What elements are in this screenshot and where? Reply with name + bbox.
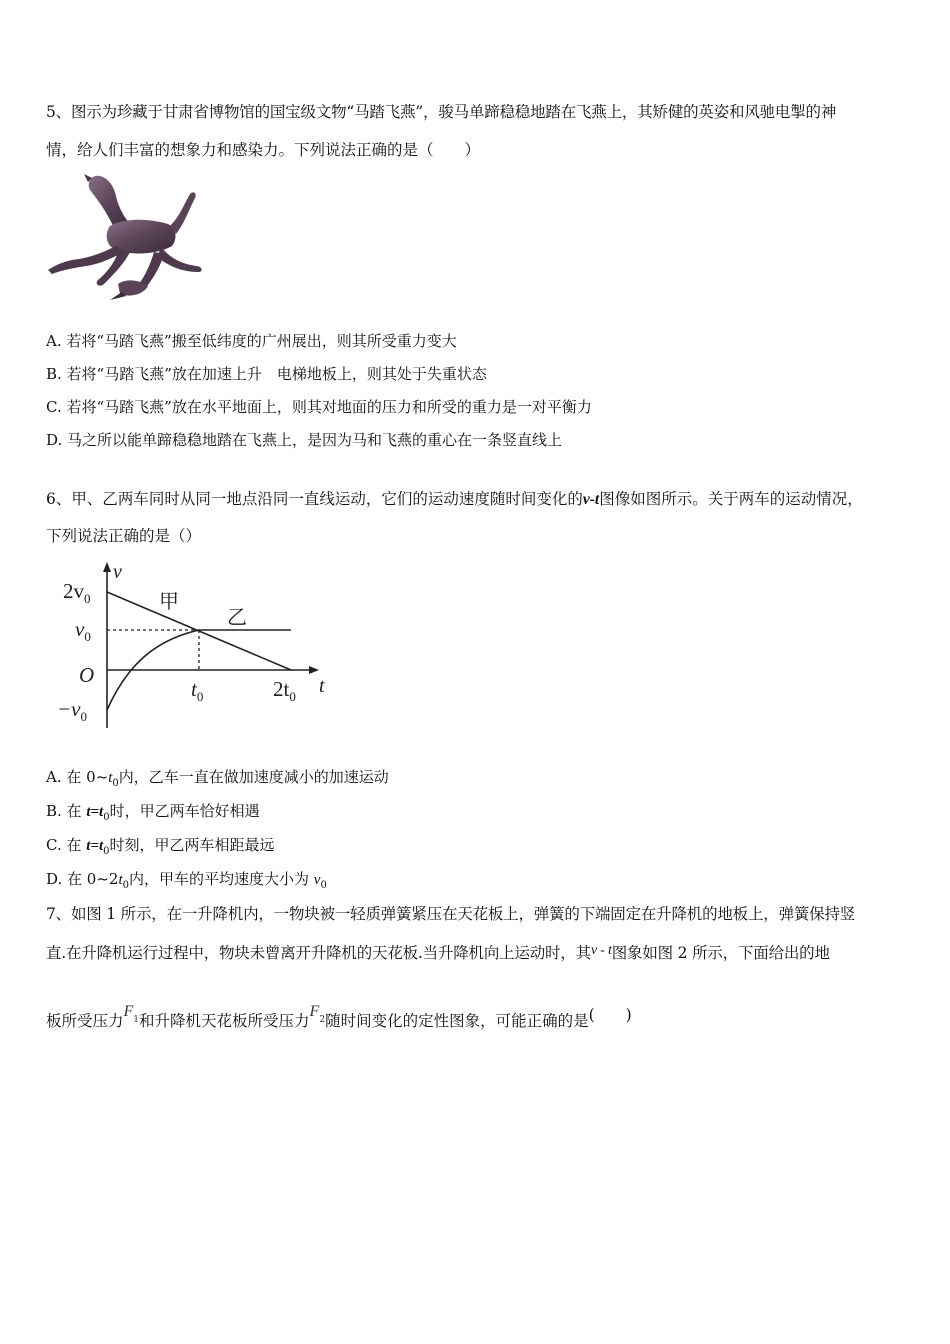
label-t0: $t_0$ bbox=[191, 677, 204, 704]
q6-a-sub: 0 bbox=[112, 778, 119, 789]
q5-option-c: C. 若将“马踏飞燕”放在水平地面上，则其对地面的压力和所受的重力是一对平衡力 bbox=[46, 398, 592, 416]
q6-c-t: t=t bbox=[86, 838, 104, 854]
label-origin: O bbox=[79, 663, 95, 687]
label-neg-v0: $-v_0$ bbox=[57, 697, 87, 724]
q7-line3-a: 板所受压力 bbox=[46, 1012, 124, 1030]
q6-line1 bbox=[46, 489, 863, 510]
v-axis-arrow bbox=[103, 562, 111, 572]
q7-line2-a: 直.在升降机运行过程中，物块未曾离开升降机的天花板.当升降机向上运动时，其 bbox=[46, 944, 591, 962]
series-jia-label: 甲 bbox=[159, 589, 179, 613]
q7-f2: F bbox=[309, 1003, 320, 1020]
q5-line1: 5、图示为珍藏于甘肃省博物馆的国宝级文物“马踏飞燕”，骏马单蹄稳稳地踏在飞燕上，其矫健的英姿和风驰电掣的神 bbox=[46, 103, 837, 121]
q7-line2-b: 图象如图 2 所示，下面给出的地 bbox=[611, 944, 830, 962]
q7-line2 bbox=[46, 941, 830, 963]
q6-vt-label: v-t bbox=[582, 491, 600, 508]
q7-line1: 7、如图 1 所示，在一升降机内，一物块被一轻质弹簧紧压在天花板上，弹簧的下端固定在升降机的地板上，弹簧保持竖 bbox=[46, 905, 856, 923]
q6-d-suffix: 内，甲车的平均速度大小为 bbox=[129, 870, 314, 888]
q5-option-a: A. 若将“马踏飞燕”搬至低纬度的广州展出，则其所受重力变大 bbox=[46, 332, 457, 350]
q6-option-a bbox=[46, 767, 389, 794]
label-v0: $v_0$ bbox=[75, 617, 91, 644]
q6-d-prefix: D. 在 0~2 bbox=[46, 870, 119, 888]
q6-line1-text-a: 6、甲、乙两车同时从同一地点沿同一直线运动，它们的运动速度随时间变化的 bbox=[46, 490, 583, 508]
v-axis-label: v bbox=[113, 561, 122, 583]
q7-line3-b: 和升降机天花板所受压力 bbox=[139, 1012, 310, 1030]
q6-line2: 下列说法正确的是（） bbox=[46, 527, 202, 545]
series-yi-label: 乙 bbox=[227, 605, 247, 629]
q7-f1-sub: 1 bbox=[133, 1015, 140, 1025]
horse-statue-image bbox=[44, 168, 206, 302]
q6-b-t: t=t bbox=[86, 804, 104, 820]
q6-c-sub: 0 bbox=[103, 846, 110, 857]
q6-d-sub: 0 bbox=[122, 880, 129, 891]
q6-a-suffix: 内，乙车一直在做加速度减小的加速运动 bbox=[118, 768, 389, 786]
q6-a-t: t bbox=[108, 770, 113, 786]
vt-graph bbox=[55, 560, 340, 735]
q6-b-sub: 0 bbox=[103, 812, 110, 823]
t-axis-label: t bbox=[319, 675, 325, 697]
q7-line3-c: 随时间变化的定性图象，可能正确的是 bbox=[325, 1012, 589, 1030]
q6-d-end-sub: 0 bbox=[320, 880, 327, 891]
q5-option-d: D. 马之所以能单蹄稳稳地踏在飞燕上，是因为马和飞燕的重心在一条竖直线上 bbox=[46, 431, 563, 449]
label-2t0: $2t_0$ bbox=[273, 677, 296, 704]
q6-c-prefix: C. 在 bbox=[46, 836, 87, 854]
q6-b-prefix: B. 在 bbox=[46, 802, 87, 820]
q7-answer-paren: ( ) bbox=[588, 1006, 632, 1024]
q6-a-prefix: A. 在 0~ bbox=[46, 768, 109, 786]
q7-vt-label: v - t bbox=[590, 943, 612, 958]
t-axis-arrow bbox=[309, 666, 319, 674]
q6-option-d bbox=[46, 869, 327, 896]
q6-d-end: v bbox=[313, 872, 321, 888]
q5-line2: 情，给人们丰富的想象力和感染力。下列说法正确的是（ ） bbox=[46, 141, 481, 159]
q6-c-suffix: 时刻，甲乙两车相距最远 bbox=[109, 836, 275, 854]
q7-f2-sub: 2 bbox=[319, 1015, 326, 1025]
q5-option-b: B. 若将“马踏飞燕”放在加速上升 电梯地板上，则其处于失重状态 bbox=[46, 365, 487, 383]
q7-line3 bbox=[46, 1002, 632, 1031]
q6-option-b bbox=[46, 801, 260, 828]
q6-d-t: t bbox=[118, 872, 123, 888]
q6-b-suffix: 时，甲乙两车恰好相遇 bbox=[109, 802, 260, 820]
label-2v0: $2v_0$ bbox=[63, 579, 91, 606]
q7-f1: F bbox=[123, 1003, 134, 1020]
q6-line1-text-b: 图像如图所示。关于两车的运动情况， bbox=[599, 490, 863, 508]
q6-option-c bbox=[46, 835, 275, 862]
